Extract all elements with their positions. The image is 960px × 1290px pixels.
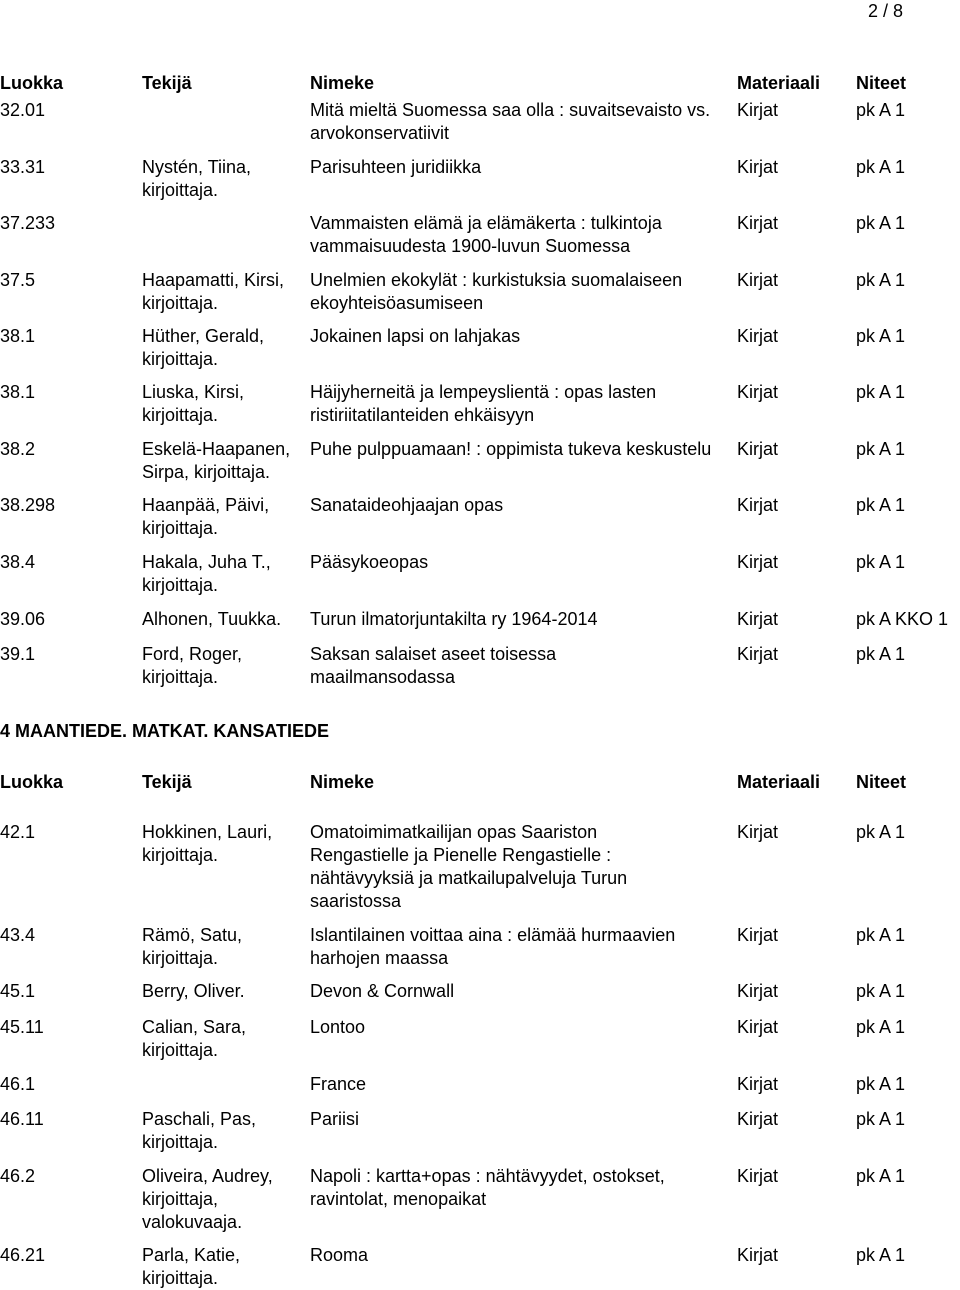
row-copies: pk A 1 <box>856 925 906 945</box>
row-material: Kirjat <box>737 1017 779 1037</box>
row-copies: pk A 1 <box>856 1109 906 1129</box>
row-title: Parisuhteen juridiikka <box>310 157 482 177</box>
row-author: Rämö, Satu, kirjoittaja. <box>142 925 243 968</box>
row-author: Alhonen, Tuukka. <box>142 609 282 629</box>
row-class: 46.11 <box>0 1109 44 1129</box>
row-class: 33.31 <box>0 157 46 177</box>
row-copies: pk A 1 <box>856 822 906 842</box>
header-nimeke: Nimeke <box>310 772 375 792</box>
row-copies: pk A 1 <box>856 981 906 1001</box>
row-copies: pk A 1 <box>856 644 906 664</box>
page-number: 2 / 8 <box>868 1 904 21</box>
row-author: Ford, Roger, kirjoittaja. <box>142 644 243 687</box>
row-author: Paschali, Pas, kirjoittaja. <box>142 1109 257 1152</box>
row-material: Kirjat <box>737 495 779 515</box>
header-materiaali: Materiaali <box>737 73 821 93</box>
header-luokka: Luokka <box>0 772 64 792</box>
row-class: 38.4 <box>0 552 36 572</box>
row-author: Hüther, Gerald, kirjoittaja. <box>142 326 265 369</box>
row-author: Nystén, Tiina, kirjoittaja. <box>142 157 252 200</box>
row-material: Kirjat <box>737 822 779 842</box>
row-author: Berry, Oliver. <box>142 981 245 1001</box>
row-material: Kirjat <box>737 609 779 629</box>
row-author: Eskelä-Haapanen, Sirpa, kirjoittaja. <box>142 439 291 482</box>
row-copies: pk A 1 <box>856 439 906 459</box>
row-title: Puhe pulppuamaan! : oppimista tukeva keskustelu <box>310 439 712 459</box>
row-material: Kirjat <box>737 270 779 290</box>
row-title: Omatoimimatkailijan opas Saariston Rengastielle ja Pienelle Rengastielle : nähtävyyksiä ja matkailupalveluja Turun saaristossa <box>310 822 628 911</box>
row-title: Sanataideohjaajan opas <box>310 495 504 515</box>
row-copies: pk A 1 <box>856 100 906 120</box>
row-copies: pk A 1 <box>856 1166 906 1186</box>
row-material: Kirjat <box>737 213 779 233</box>
row-material: Kirjat <box>737 981 779 1001</box>
row-copies: pk A 1 <box>856 1245 906 1265</box>
row-material: Kirjat <box>737 1245 779 1265</box>
header-luokka: Luokka <box>0 73 64 93</box>
row-material: Kirjat <box>737 439 779 459</box>
row-copies: pk A 1 <box>856 382 906 402</box>
row-title: Lontoo <box>310 1017 366 1037</box>
row-title: Turun ilmatorjuntakilta ry 1964-2014 <box>310 609 598 629</box>
row-author: Hokkinen, Lauri, kirjoittaja. <box>142 822 273 865</box>
row-copies: pk A 1 <box>856 213 906 233</box>
row-material: Kirjat <box>737 925 779 945</box>
header-nimeke: Nimeke <box>310 73 375 93</box>
row-class: 46.21 <box>0 1245 46 1265</box>
row-title: Häijyherneitä ja lempeyslientä : opas lasten ristiriitatilanteiden ehkäisyyn <box>310 382 657 425</box>
row-class: 39.06 <box>0 609 46 629</box>
header-materiaali: Materiaali <box>737 772 821 792</box>
row-copies: pk A 1 <box>856 157 906 177</box>
row-class: 32.01 <box>0 100 46 120</box>
row-title: Napoli : kartta+opas : nähtävyydet, ostokset, ravintolat, menopaikat <box>310 1166 665 1209</box>
row-class: 46.2 <box>0 1166 36 1186</box>
row-class: 42.1 <box>0 822 36 842</box>
row-title: Rooma <box>310 1245 369 1265</box>
row-material: Kirjat <box>737 100 779 120</box>
row-class: 38.1 <box>0 326 36 346</box>
row-author: Parla, Katie, kirjoittaja. <box>142 1245 241 1288</box>
row-material: Kirjat <box>737 644 779 664</box>
row-copies: pk A KKO 1 <box>856 609 949 629</box>
header-tekija: Tekijä <box>142 73 192 93</box>
row-class: 45.1 <box>0 981 36 1001</box>
row-copies: pk A 1 <box>856 495 906 515</box>
row-copies: pk A 1 <box>856 270 906 290</box>
row-title: Islantilainen voittaa aina : elämää hurmaavien harhojen maassa <box>310 925 676 968</box>
header-niteet: Niteet <box>856 73 907 93</box>
row-class: 38.1 <box>0 382 36 402</box>
section-heading: 4 MAANTIEDE. MATKAT. KANSATIEDE <box>0 721 330 741</box>
row-author: Hakala, Juha T., kirjoittaja. <box>142 552 271 595</box>
row-copies: pk A 1 <box>856 1074 906 1094</box>
row-author: Haapamatti, Kirsi, kirjoittaja. <box>142 270 285 313</box>
row-class: 39.1 <box>0 644 36 664</box>
row-class: 38.2 <box>0 439 36 459</box>
row-class: 37.233 <box>0 213 56 233</box>
row-material: Kirjat <box>737 382 779 402</box>
row-title: Pariisi <box>310 1109 360 1129</box>
row-material: Kirjat <box>737 1166 779 1186</box>
row-title: Pääsykoeopas <box>310 552 429 572</box>
row-class: 46.1 <box>0 1074 36 1094</box>
row-material: Kirjat <box>737 157 779 177</box>
row-title: Mitä mieltä Suomessa saa olla : suvaitsevaisto vs. arvokonservatiivit <box>310 100 711 143</box>
row-title: Vammaisten elämä ja elämäkerta : tulkintoja vammaisuudesta 1900-luvun Suomessa <box>310 213 662 256</box>
row-class: 43.4 <box>0 925 36 945</box>
row-class: 45.11 <box>0 1017 44 1037</box>
row-author: Haanpää, Päivi, kirjoittaja. <box>142 495 270 538</box>
row-copies: pk A 1 <box>856 1017 906 1037</box>
row-title: France <box>310 1074 367 1094</box>
row-material: Kirjat <box>737 326 779 346</box>
row-title: Unelmien ekokylät : kurkistuksia suomalaiseen ekoyhteisöasumiseen <box>310 270 683 313</box>
row-title: Devon & Cornwall <box>310 981 455 1001</box>
header-niteet: Niteet <box>856 772 907 792</box>
row-copies: pk A 1 <box>856 552 906 572</box>
row-title: Saksan salaiset aseet toisessa maailmansodassa <box>310 644 557 687</box>
row-author: Oliveira, Audrey, kirjoittaja, valokuvaaja. <box>142 1166 273 1232</box>
row-material: Kirjat <box>737 552 779 572</box>
row-title: Jokainen lapsi on lahjakas <box>310 326 521 346</box>
row-author: Calian, Sara, kirjoittaja. <box>142 1017 247 1060</box>
row-copies: pk A 1 <box>856 326 906 346</box>
header-tekija: Tekijä <box>142 772 192 792</box>
row-class: 38.298 <box>0 495 56 515</box>
row-material: Kirjat <box>737 1109 779 1129</box>
row-class: 37.5 <box>0 270 36 290</box>
row-material: Kirjat <box>737 1074 779 1094</box>
row-author: Liuska, Kirsi, kirjoittaja. <box>142 382 245 425</box>
